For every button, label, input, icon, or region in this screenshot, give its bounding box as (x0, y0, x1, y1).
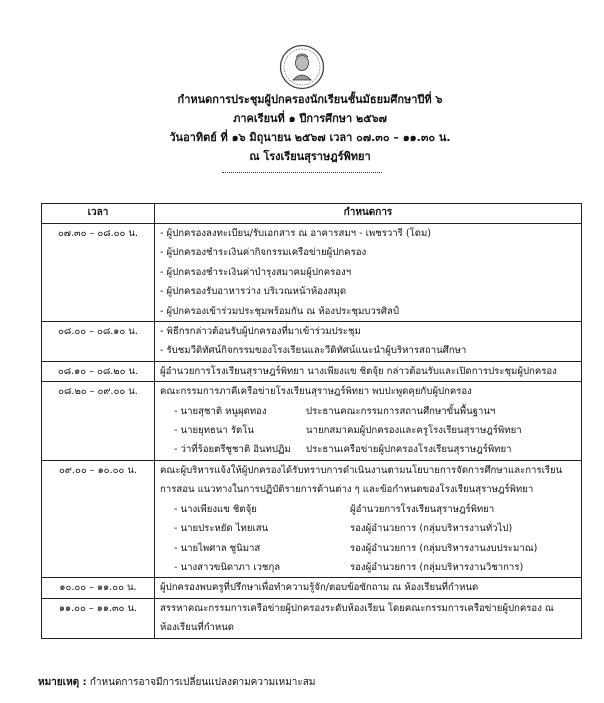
activity-cell (155, 578, 582, 598)
person-name: - นางเพียงแข ชิตจุ้ย (174, 503, 257, 515)
person-row (160, 402, 578, 421)
activity-cell (155, 361, 582, 381)
table-row (42, 578, 582, 598)
person-role: รองผู้อำนวยการ (กลุ่มบริหารงานทั่วไป) (350, 523, 513, 535)
person-role: รองผู้อำนวยการ (กลุ่มบริหารงานงบประมาณ) (350, 542, 538, 554)
schedule-table (41, 203, 582, 639)
person-row (160, 500, 578, 519)
activity-line: - ผู้ปกครองลงทะเบียน/รับเอกสาร ณ อาคารสมฯ - เพชรวารี (โดม) (160, 228, 432, 239)
time-cell: ๐๙.๐๐ – ๑๐.๐๐ น. (42, 460, 155, 577)
person-row (160, 519, 578, 538)
activity-cell (155, 460, 582, 577)
school-seal-logo (279, 44, 325, 90)
activity-text: สรรหาคณะกรรมการเครือข่ายผู้ปกครองระดับห้องเรียน โดยคณะกรรมการเครือข่ายผู้ปกครอง ณ ห้องเรียนที่กำหนด (160, 602, 554, 634)
time-cell: ๑๐.๐๐ – ๑๑.๐๐ น. (42, 578, 155, 598)
table-row (42, 598, 582, 638)
table-row (42, 361, 582, 381)
person-name: - นายประหยัด ไทยเสน (174, 523, 269, 535)
activity-line: - ผู้ปกครองชำระเงินค่าบำรุงสมาคมผู้ปกครองฯ (160, 266, 352, 278)
time-cell: ๐๗.๓๐ – ๐๘.๐๐ น. (42, 224, 155, 322)
time-cell: ๑๑.๐๐ – ๑๑.๓๐ น. (42, 598, 155, 638)
activity-cell (155, 224, 582, 322)
header-title: กำหนดการประชุมผู้ปกครองนักเรียนชั้นมัธยมศึกษาปีที่ ๖ (177, 93, 443, 106)
activity-cell (155, 598, 582, 638)
person-role: ประธานคณะกรรมการสถานศึกษาขั้นพื้นฐานฯ (306, 405, 496, 417)
footnote (38, 675, 315, 690)
person-role: ประธานเครือข่ายผู้ปกครองโรงเรียนสุราษฎร์พิทยา (306, 444, 512, 456)
table-row (42, 224, 582, 322)
column-header-time: เวลา (42, 204, 155, 224)
activity-line: - พิธีกรกล่าวต้อนรับผู้ปกครองที่มาเข้าร่วมประชุม (160, 326, 361, 338)
table-header-row (42, 204, 582, 224)
person-role: รองผู้อำนวยการ (กลุ่มบริหารงานวิชาการ) (350, 561, 524, 573)
document-header (120, 90, 500, 166)
activity-intro: คณะผู้บริหารแจ้งให้ผู้ปกครองได้รับทราบการดำเนินงานตามนโยบายการจัดการศึกษาและการเรียนการสอน แนวทางในการปฏิบัติรายการด้านต่าง ๆ และข้อกำหนดของโรงเรียนสุราษฎร์พิทยา (160, 464, 563, 496)
person-name: - นางสาวขนิดาภา เวชกุล (174, 561, 281, 573)
activity-intro: คณะกรรมการภาคีเครือข่ายโรงเรียนสุราษฎร์พิทยา พบปะพูดคุยกับผู้ปกครอง (160, 386, 472, 398)
activity-text: ผู้อำนวยการโรงเรียนสุราษฎร์พิทยา นางเพียงแข ชิตจุ้ย กล่าวต้อนรับและเปิดการประชุมผู้ปกครอง (160, 365, 557, 377)
person-name: - นายไพศาล ชูนิมาส (174, 542, 261, 554)
time-cell: ๐๘.๐๐ – ๐๘.๑๐ น. (42, 322, 155, 362)
person-row (160, 440, 578, 459)
activity-line: - ผู้ปกครองเข้าร่วมประชุมพร้อมกัน ณ ห้องประชุมบวรศิลป์ (160, 305, 399, 317)
activity-cell (155, 322, 582, 362)
person-role: ผู้อำนวยการโรงเรียนสุราษฎร์พิทยา (350, 503, 495, 515)
person-row (160, 558, 578, 577)
column-header-activity: กำหนดการ (155, 204, 582, 224)
activity-text: ผู้ปกครองพบครูที่ปรึกษาเพื่อทำความรู้จัก/ตอบข้อซักถาม ณ ห้องเรียนที่กำหนด (160, 582, 479, 594)
table-row (42, 460, 582, 577)
person-row (160, 539, 578, 558)
header-datetime: วันอาทิตย์ ที่ ๑๖ มิถุนายน ๒๕๖๗ เวลา ๐๗.๓๐ – ๑๑.๓๐ น. (169, 131, 451, 144)
table-row (42, 322, 582, 362)
header-semester: ภาคเรียนที่ ๑ ปีการศึกษา ๒๕๖๗ (233, 112, 387, 125)
activity-cell (155, 382, 582, 461)
time-cell: ๐๘.๑๐ – ๐๘.๒๐ น. (42, 361, 155, 381)
time-cell: ๐๘.๒๐ – ๐๙.๐๐ น. (42, 382, 155, 461)
footnote-text: กำหนดการอาจมีการเปลี่ยนแปลงตามความเหมาะสม (89, 677, 316, 688)
footnote-label: หมายเหตุ : (38, 677, 87, 688)
person-role: นายกสมาคมผู้ปกครองและครูโรงเรียนสุราษฎร์พิทยา (306, 425, 522, 437)
person-name: - ว่าที่ร้อยตรีชูชาติ อินทปฏิม (174, 444, 291, 456)
table-row (42, 382, 582, 461)
header-venue: ณ โรงเรียนสุราษฎร์พิทยา (249, 150, 371, 163)
activity-line: - รับชมวีดิทัศน์กิจกรรมของโรงเรียนและวีดิทัศน์แนะนำผู้บริหารสถานศึกษา (160, 345, 467, 357)
person-row (160, 421, 578, 440)
person-name: - นายยุทธนา รัตโน (174, 425, 254, 437)
dotted-divider (222, 172, 382, 173)
activity-line: - ผู้ปกครองชำระเงินค่ากิจกรรมเครือข่ายผู้ปกครอง (160, 247, 367, 259)
activity-line: - ผู้ปกครองรับอาหารว่าง บริเวณหน้าห้องสมุด (160, 286, 347, 298)
person-name: - นายสุชาติ หนูผุดทอง (174, 405, 267, 417)
